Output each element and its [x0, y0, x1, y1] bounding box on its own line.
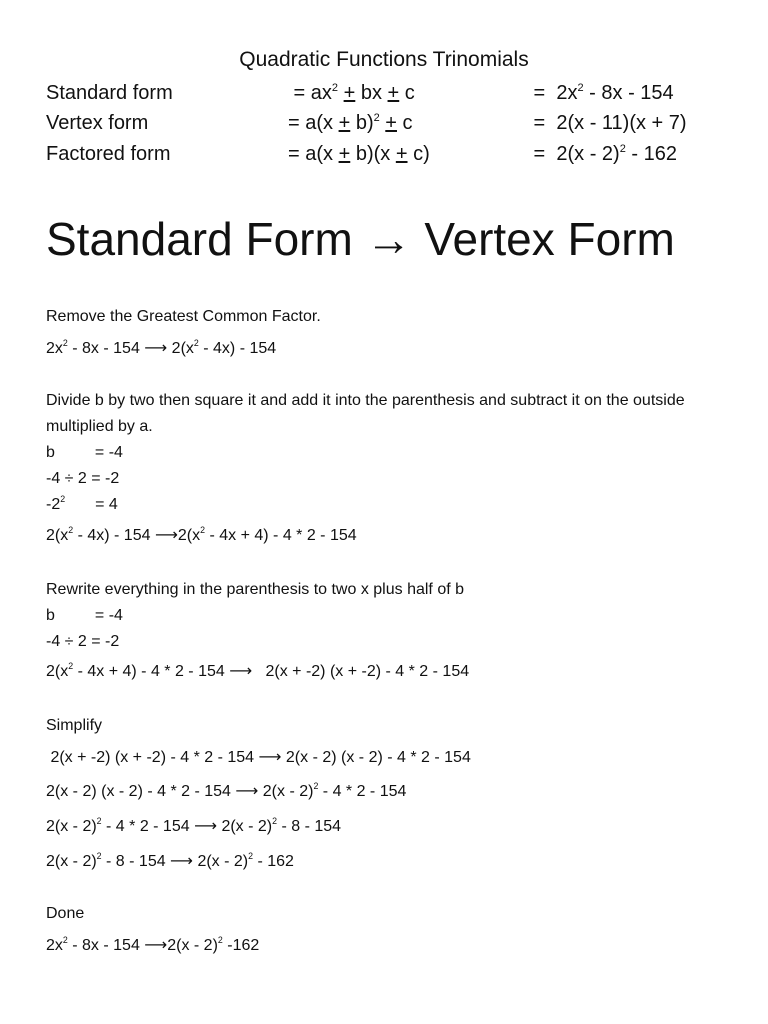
b-value-line	[46, 440, 736, 466]
b-value: = -4	[94, 444, 123, 461]
half-b-line: -4 ÷ 2 = -2	[46, 470, 120, 487]
b-label: b	[46, 444, 55, 461]
step-simplify	[46, 713, 736, 876]
square-result: = 4	[95, 496, 118, 513]
gcf-equation: $2x^2 - 8x - 154$ ⟶ $2(x^2 - 4x) - 154$	[46, 338, 277, 357]
step-gcf	[46, 304, 736, 363]
standard-form-general: = $ax^2$ + bx + c	[288, 81, 415, 104]
simplify-line-3: 2(x - 2)$^2$ - 4 * 2 - 154 ⟶ 2(x - 2)$^2$ - 8 - 154	[46, 816, 342, 835]
done-label: Done	[46, 905, 85, 922]
step-rewrite	[46, 577, 736, 686]
section-heading: Standard Form → Vertex Form	[46, 213, 675, 265]
done-equation: $2x^2 - 8x - 154$ ⟶2(x - 2)$^2$ -162	[46, 935, 260, 954]
vertex-form-label: Vertex form	[46, 112, 149, 134]
step-done	[46, 901, 736, 960]
document-title: Quadratic Functions Trinomials	[239, 48, 529, 71]
standard-form-example: = $2x^2 - 8x - 154$	[528, 81, 674, 104]
gcf-instruction: Remove the Greatest Common Factor.	[46, 308, 321, 325]
rewrite-instruction: Rewrite everything in the parenthesis to two x plus half of b	[46, 581, 464, 598]
simplify-line-1: 2(x + -2) (x + -2) - 4 * 2 - 154 ⟶ 2(x - 2) (x - 2) - 4 * 2 - 154	[46, 749, 471, 766]
factored-form-general: = a(x + b)(x + c)	[288, 143, 430, 165]
simplify-line-2: 2(x - 2) (x - 2) - 4 * 2 - 154 ⟶ 2(x - 2)$^2$ - 4 * 2 - 154	[46, 781, 407, 800]
rewrite-b-label: b	[46, 607, 55, 624]
simplify-label: Simplify	[46, 717, 103, 734]
factored-form-example: = 2(x - 2)$^2$ - 162	[528, 142, 677, 165]
standard-form-row	[0, 82, 768, 110]
vertex-form-general: = $a(x + b)^2 + c$	[288, 111, 413, 134]
complete-square-instruction: Divide b by two then square it and add it into the parenthesis and subtract it on the outside multiplied by a.	[46, 392, 685, 435]
simplify-line-4: 2(x - 2)$^2$ - 8 - 154 ⟶ 2(x - 2)$^2$ - 162	[46, 851, 294, 870]
step-complete-square	[46, 388, 736, 550]
vertex-form-example: = 2(x - 11)(x + 7)	[528, 112, 687, 134]
square-line: $-2^2 = 4$	[46, 494, 118, 513]
complete-square-equation: $2(x^2 - 4x) - 154$ $⟶2(x^2 - 4x + 4) - 4 * 2 - 154$	[46, 525, 357, 544]
standard-form-label: Standard form	[46, 82, 173, 104]
rewrite-half-line: -4 ÷ 2 = -2	[46, 633, 120, 650]
rewrite-b-line	[46, 603, 736, 629]
rewrite-b-value: = -4	[94, 607, 123, 624]
factored-form-label: Factored form	[46, 143, 171, 165]
rewrite-equation: $2(x^2 - 4x + 4) - 4 * 2 - 154$ ⟶ 2(x + -2) (x + -2) - 4 * 2 - 154	[46, 661, 470, 680]
factored-form-row	[0, 143, 768, 171]
vertex-form-row	[0, 112, 768, 140]
